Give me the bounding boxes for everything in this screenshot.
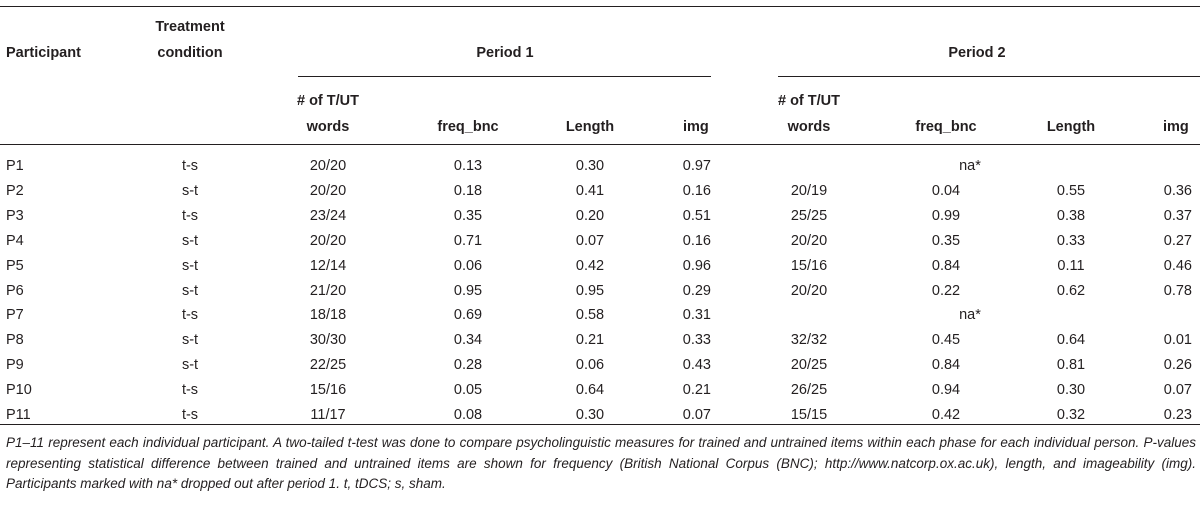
cell-p2-freq: 0.45 [931, 332, 961, 348]
cell-p1-freq: 0.71 [453, 233, 483, 249]
cell-p1-length: 0.41 [575, 183, 605, 199]
cell-participant: P8 [6, 332, 24, 348]
cell-participant: P7 [6, 307, 24, 323]
header-p2-freq: freq_bnc [915, 119, 977, 135]
cell-condition: s-t [181, 283, 199, 299]
header-p2-words-line2: words [787, 119, 831, 135]
cell-p2-words: 15/16 [790, 258, 828, 274]
cell-condition: s-t [181, 233, 199, 249]
period-2-underline [778, 76, 1200, 77]
cell-p2-freq: 0.84 [931, 258, 961, 274]
cell-p1-img: 0.29 [682, 283, 711, 299]
header-p1-freq: freq_bnc [437, 119, 499, 135]
cell-p2-length: 0.11 [1057, 258, 1085, 274]
header-p1-words-line1: # of T/UT [296, 93, 360, 109]
header-p1-words-line2: words [306, 119, 350, 135]
cell-participant: P11 [6, 407, 31, 423]
cell-p1-img: 0.21 [682, 382, 711, 398]
header-participant: Participant [6, 45, 81, 61]
cell-participant: P1 [6, 158, 24, 174]
cell-participant: P4 [6, 233, 24, 249]
cell-p2-length: 0.30 [1056, 382, 1086, 398]
cell-p1-words: 11/17 [310, 407, 346, 423]
cell-p1-words: 18/18 [309, 307, 347, 323]
cell-condition: t-s [181, 307, 199, 323]
cell-p2-freq: 0.84 [931, 357, 961, 373]
cell-p2-words: 15/15 [790, 407, 828, 423]
cell-p2-img: 0.78 [1163, 283, 1192, 299]
cell-p2-na: na* [959, 158, 981, 174]
cell-p2-words: 32/32 [790, 332, 828, 348]
cell-p1-words: 23/24 [309, 208, 347, 224]
header-p2-length: Length [1046, 119, 1096, 135]
cell-p1-img: 0.07 [682, 407, 711, 423]
cell-condition: t-s [181, 158, 199, 174]
cell-p2-length: 0.62 [1056, 283, 1086, 299]
table-top-rule [0, 6, 1200, 7]
cell-p1-freq: 0.28 [453, 357, 483, 373]
cell-p1-words: 15/16 [309, 382, 347, 398]
cell-p1-length: 0.58 [575, 307, 605, 323]
cell-p1-words: 22/25 [309, 357, 347, 373]
cell-p2-words: 20/20 [790, 233, 828, 249]
header-p2-words [759, 88, 859, 140]
cell-participant: P6 [6, 283, 24, 299]
cell-p1-length: 0.64 [575, 382, 605, 398]
cell-p1-freq: 0.95 [453, 283, 483, 299]
cell-p2-length: 0.33 [1056, 233, 1086, 249]
cell-condition: s-t [181, 357, 199, 373]
cell-p1-length: 0.30 [575, 407, 605, 423]
cell-p1-freq: 0.35 [453, 208, 483, 224]
cell-participant: P5 [6, 258, 24, 274]
cell-participant: P10 [6, 382, 32, 398]
cell-p1-freq: 0.69 [453, 307, 483, 323]
cell-condition: s-t [181, 332, 199, 348]
cell-p2-na: na* [959, 307, 981, 323]
cell-p1-words: 20/20 [309, 158, 347, 174]
cell-p2-length: 0.64 [1056, 332, 1086, 348]
cell-p1-img: 0.96 [682, 258, 711, 274]
header-treatment [140, 14, 240, 66]
cell-p2-freq: 0.94 [931, 382, 961, 398]
cell-p1-img: 0.43 [682, 357, 711, 373]
header-p2-words-line1: # of T/UT [777, 93, 841, 109]
period-1-underline [298, 76, 711, 77]
cell-p2-img: 0.27 [1163, 233, 1192, 249]
cell-p1-img: 0.97 [682, 158, 711, 174]
cell-p1-freq: 0.34 [453, 332, 483, 348]
header-p1-img: img [683, 119, 709, 135]
cell-p1-img: 0.33 [682, 332, 711, 348]
cell-p2-freq: 0.04 [931, 183, 961, 199]
table-footnote: P1–11 represent each individual participant. A two-tailed t-test was done to compare psycholinguistic measures for trained and untrained items within each phase for each individual person. P-values representing statistical difference between trained and untrained items are shown for frequency (British National Corpus (BNC); http://www.natcorp.ox.ac.uk), length, and imageability (img). Participants marked with na* dropped out after period 1. t, tDCS; s, sham. [6, 435, 1196, 491]
header-p1-words [278, 88, 378, 140]
cell-p2-freq: 0.42 [931, 407, 961, 423]
header-bottom-rule [0, 144, 1200, 145]
cell-p1-length: 0.42 [575, 258, 605, 274]
cell-p1-length: 0.30 [575, 158, 605, 174]
cell-condition: s-t [181, 258, 199, 274]
cell-p1-img: 0.16 [682, 233, 711, 249]
cell-condition: t-s [181, 407, 199, 423]
cell-condition: t-s [181, 382, 199, 398]
cell-p2-img: 0.46 [1163, 258, 1192, 274]
cell-p2-length: 0.32 [1056, 407, 1086, 423]
cell-p2-freq: 0.99 [931, 208, 961, 224]
table-bottom-rule [0, 424, 1200, 425]
header-p1-length: Length [565, 119, 615, 135]
cell-participant: P2 [6, 183, 24, 199]
cell-p1-words: 12/14 [309, 258, 347, 274]
cell-condition: t-s [181, 208, 199, 224]
cell-p1-length: 0.07 [575, 233, 605, 249]
cell-condition: s-t [181, 183, 199, 199]
cell-p1-img: 0.51 [682, 208, 711, 224]
cell-participant: P3 [6, 208, 24, 224]
cell-p2-words: 20/19 [790, 183, 828, 199]
cell-p1-words: 30/30 [309, 332, 347, 348]
cell-p2-img: 0.37 [1163, 208, 1192, 224]
cell-p2-words: 25/25 [790, 208, 828, 224]
cell-p1-freq: 0.06 [453, 258, 483, 274]
header-treatment-line1: Treatment [155, 19, 225, 35]
cell-p2-words: 26/25 [790, 382, 828, 398]
cell-p2-length: 0.81 [1056, 357, 1086, 373]
cell-p1-length: 0.06 [575, 357, 605, 373]
cell-p1-length: 0.21 [575, 332, 605, 348]
cell-p2-img: 0.23 [1163, 407, 1192, 423]
header-p2-img: img [1163, 119, 1189, 135]
cell-p1-img: 0.31 [682, 307, 711, 323]
cell-p2-img: 0.07 [1163, 382, 1192, 398]
cell-p2-freq: 0.22 [931, 283, 961, 299]
cell-p1-freq: 0.18 [453, 183, 483, 199]
cell-p1-length: 0.20 [575, 208, 605, 224]
cell-p1-words: 21/20 [309, 283, 347, 299]
cell-p2-words: 20/25 [790, 357, 828, 373]
cell-p1-words: 20/20 [309, 233, 347, 249]
cell-p2-words: 20/20 [790, 283, 828, 299]
cell-p1-freq: 0.05 [453, 382, 483, 398]
cell-p2-freq: 0.35 [931, 233, 961, 249]
cell-p2-length: 0.38 [1056, 208, 1086, 224]
header-period-1: Period 1 [476, 45, 534, 61]
cell-p2-img: 0.26 [1163, 357, 1192, 373]
cell-p2-img: 0.36 [1163, 183, 1192, 199]
header-period-2: Period 2 [948, 45, 1006, 61]
cell-p1-freq: 0.13 [453, 158, 483, 174]
cell-p1-freq: 0.08 [453, 407, 483, 423]
cell-p1-words: 20/20 [309, 183, 347, 199]
cell-participant: P9 [6, 357, 24, 373]
cell-p1-img: 0.16 [682, 183, 711, 199]
header-treatment-line2: condition [157, 45, 223, 61]
cell-p2-length: 0.55 [1056, 183, 1086, 199]
cell-p2-img: 0.01 [1163, 332, 1192, 348]
cell-p1-length: 0.95 [575, 283, 605, 299]
